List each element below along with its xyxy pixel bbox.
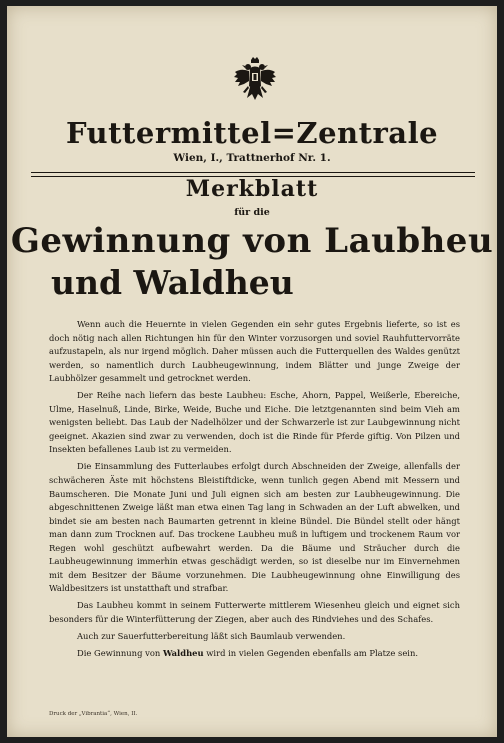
document-title-line2: und Waldheu bbox=[51, 263, 294, 302]
body-text bbox=[49, 318, 460, 661]
poster-sheet bbox=[7, 6, 497, 737]
document-for-label: für die bbox=[234, 207, 270, 218]
printer-note: Druck der „Vibrantia“, Wien, II. bbox=[49, 711, 138, 717]
organization-name: Futtermittel=Zentrale bbox=[65, 116, 439, 150]
paragraph-feed-value: Das Laubheu kommt in seinem Futterwerte mittlerem Wiesenheu gleich und eignet sich besonders für die Winterfütterung der Ziegen, aber auch des Rindviehes und des Schafes. bbox=[49, 600, 460, 624]
paragraph-waldheu-start: Die Gewinnung von bbox=[77, 648, 163, 659]
paragraph-collection: Die Einsammlung des Futterlaubes erfolgt durch Abschneiden der Zweige, allenfalls der schwächeren Äste mit höchstens Bleistiftdicke, wenn tunlich gegen Abend mit Messern und Baumscheren. Die Monate Juni und Juli eignen sich am besten zur Laubheugewinnung. Die abgeschnittenen Zweige läßt man etwa einen Tag lang in Schwaden an der Luft abwelken, und bindet sie am besten nach Baumarten getrennt in kleine Bündel. Die Bündel stellt oder hängt man dann zum Trocknen auf. Das trockene Laubheu muß in luftigem und trockenem Raum vor Regen wohl geschützt aufbewahrt werden. Da die Bäume und Sträucher durch die Laubheugewinnung immerhin etwas geschädigt werden, so ist dieselbe nur im Einvernehmen mit dem Besitzer der Bäume vorzunehmen. Die Laubheugewinnung ohne Einwilligung des Waldbesitzers ist unstatthaft und strafbar. bbox=[49, 461, 460, 594]
document-title-line1: Gewinnung von Laubheu bbox=[10, 221, 494, 261]
paragraph-silage: Auch zur Sauerfutterbereitung läßt sich Baumlaub verwenden. bbox=[77, 631, 346, 642]
waldheu-emphasis: Waldheu bbox=[162, 648, 204, 659]
paragraph-intro: Wenn auch die Heuernte in vielen Gegenden ein sehr gutes Ergebnis lieferte, so ist es doch nötig nach allen Richtungen hin für den Winter vorzusorgen und soviel Rauhfuttervorräte aufzustapeln, als nur irgend möglich. Daher müssen auch die Futterquellen des Waldes genützt werden, so namentlich durch Laubheugewinnung, indem Blätter und junge Zweige der Laubhölzer gesammelt und getrocknet werden. bbox=[49, 319, 460, 384]
header-divider bbox=[31, 172, 475, 173]
paragraph-waldheu bbox=[49, 647, 460, 661]
paragraph-tree-species: Der Reihe nach liefern das beste Laubheu: Esche, Ahorn, Pappel, Weißerle, Ebereiche, Ulme, Haselnuß, Linde, Birke, Weide, Buche und Eiche. Die letztgenannten sind beim Vieh am wenigsten beliebt. Das Laub der Nadelhölzer und der Schwarzerle ist zur Laubgewinnung nicht geeignet. Akazien sind zwar zu verwenden, doch ist die Rinde für Pferde giftig. Von Pilzen und Insekten befallenes Laub ist zu vermeiden. bbox=[49, 390, 460, 455]
paragraph-waldheu-end: wird in vielen Gegenden ebenfalls am Platze sein. bbox=[203, 648, 419, 659]
double-headed-eagle-icon bbox=[233, 56, 277, 104]
document-type: Merkblatt bbox=[185, 176, 319, 202]
organization-address: Wien, I., Trattnerhof Nr. 1. bbox=[173, 152, 331, 164]
